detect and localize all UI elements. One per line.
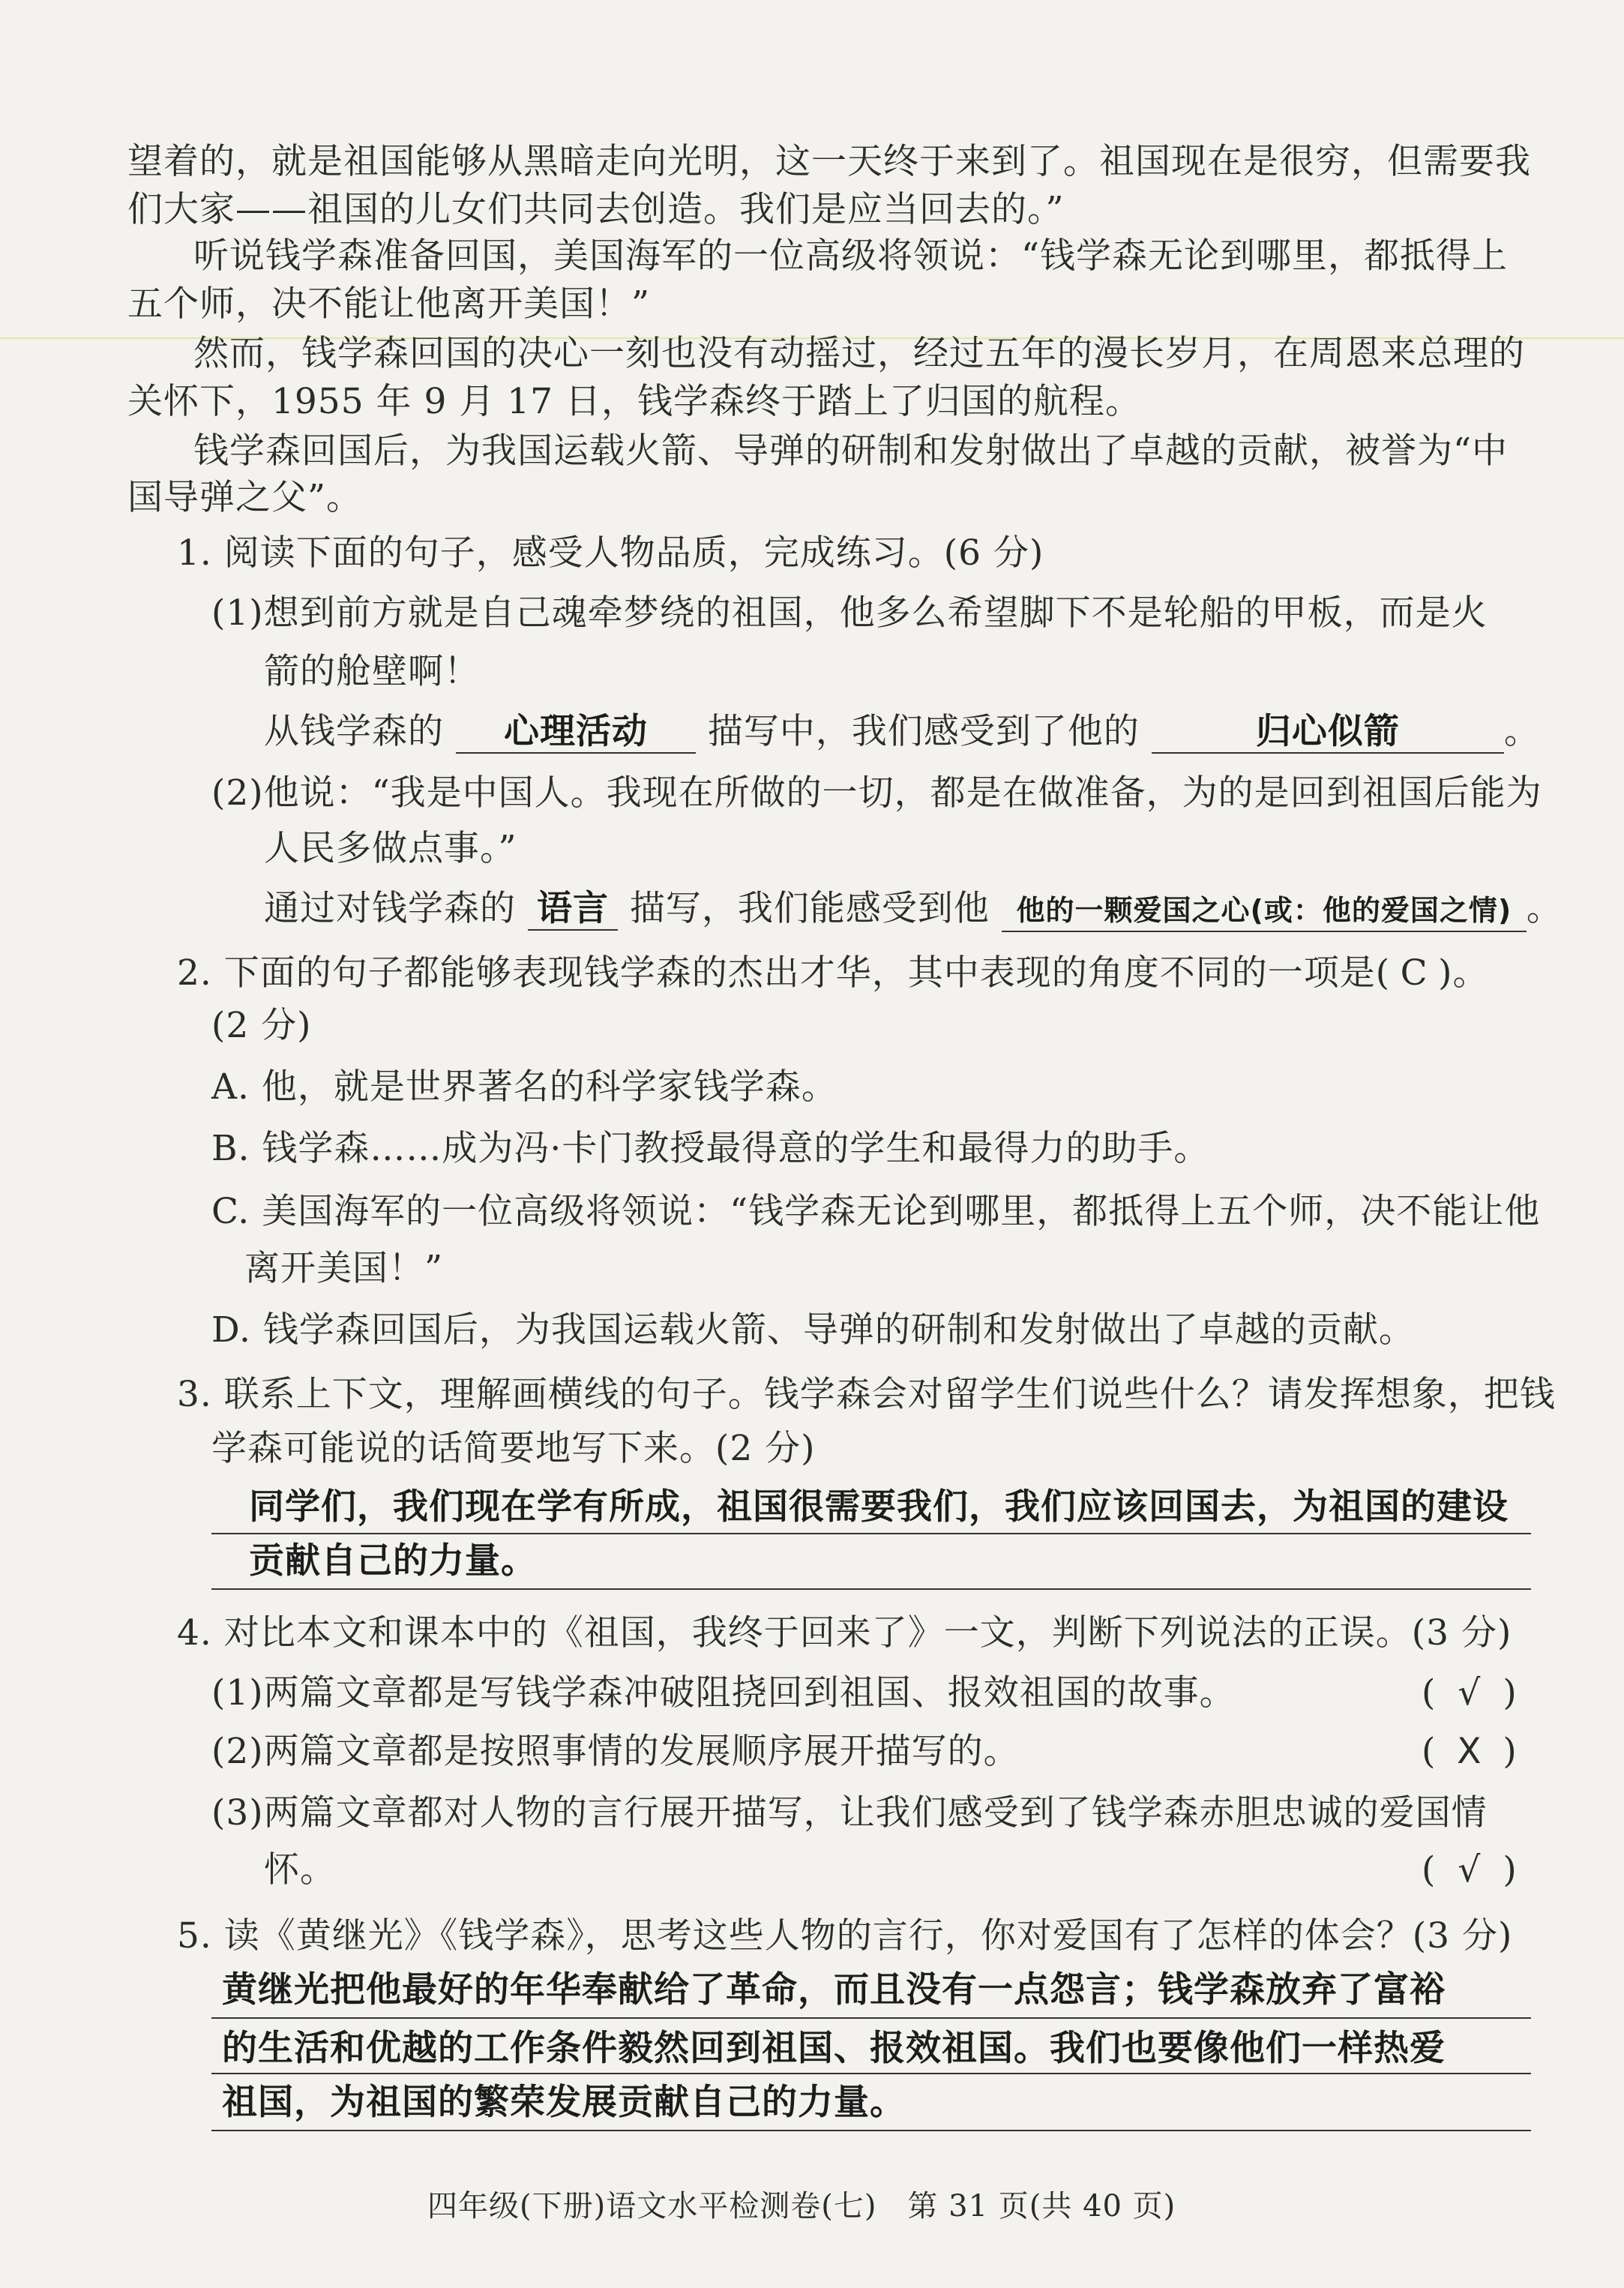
stem-text: )。 <box>1438 952 1489 994</box>
fill-text: 。 <box>1503 711 1540 752</box>
answer-line[interactable]: 的生活和优越的工作条件毅然回到祖国、报效祖国。我们也要像他们一样热爱 <box>222 2028 1446 2069</box>
check-mark[interactable]: √ <box>1458 1672 1481 1714</box>
answer-blank-psychology[interactable]: 心理活动 <box>456 712 696 754</box>
option-d: D. 钱学森回国后，为我国运载火箭、导弹的研制和发射做出了卓越的贡献。 <box>211 1309 1415 1351</box>
cross-mark[interactable]: X <box>1457 1731 1482 1772</box>
answer-line[interactable]: 贡献自己的力量。 <box>249 1540 537 1582</box>
check-mark[interactable]: √ <box>1458 1849 1481 1891</box>
fill-in-line-2 <box>264 885 1563 933</box>
passage-line: 五个师，决不能让他离开美国！” <box>127 283 651 325</box>
fill-in-line-1 <box>264 708 1540 756</box>
question-stem <box>177 949 1488 997</box>
question-stem: 3. 联系上下文，理解画横线的句子。钱学森会对留学生们说些什么？请发挥想象，把钱 <box>177 1374 1556 1415</box>
fill-text: 。 <box>1526 888 1563 929</box>
sentence-2-cont: 人民多做点事。” <box>264 828 517 869</box>
question-stem-cont: 学森可能说的话简要地写下来。(2 分) <box>211 1428 816 1469</box>
answer-line[interactable]: 同学们，我们现在学有所成，祖国很需要我们，我们应该回国去，为祖国的建设 <box>249 1486 1509 1528</box>
sentence-1: (1)想到前方就是自己魂牵梦绕的祖国，他多么希望脚下不是轮船的甲板，而是火 <box>211 592 1488 634</box>
judgment-answer-1: ( √ ) <box>1422 1669 1517 1717</box>
passage-line: 钱学森回国后，为我国运载火箭、导弹的研制和发射做出了卓越的贡献，被誉为“中 <box>193 430 1509 472</box>
answer-rule <box>211 2130 1531 2131</box>
answer-rule <box>211 1533 1531 1534</box>
choice-answer[interactable]: C <box>1400 952 1428 994</box>
answer-line[interactable]: 祖国，为祖国的繁荣发展贡献自己的力量。 <box>222 2082 906 2123</box>
answer-blank-feeling[interactable]: 归心似箭 <box>1152 712 1504 754</box>
fill-text: 描写，我们能感受到他 <box>629 888 990 929</box>
passage-line: 然而，钱学森回国的决心一刻也没有动摇过，经过五年的漫长岁月，在周恩来总理的 <box>193 333 1525 374</box>
passage-line: 国导弹之父”。 <box>127 477 363 518</box>
fill-text: 通过对钱学森的 <box>264 888 516 929</box>
sentence-2: (2)他说：“我是中国人。我现在所做的一切，都是在做准备，为的是回到祖国后能为 <box>211 772 1542 814</box>
question-stem: 5. 读《黄继光》《钱学森》，思考这些人物的言行，你对爱国有了怎样的体会？(3 分) <box>177 1915 1513 1957</box>
sentence-1-cont: 箭的舱壁啊！ <box>264 651 480 692</box>
answer-rule <box>211 2073 1531 2074</box>
answer-blank-description-type[interactable]: 语言 <box>528 889 618 931</box>
option-c-cont: 离开美国！” <box>244 1248 444 1289</box>
question-stem: 4. 对比本文和课本中的《祖国，我终于回来了》一文，判断下列说法的正误。(3 分) <box>177 1612 1512 1654</box>
fill-text: 从钱学森的 <box>264 711 444 752</box>
judgment-answer-2: ( X ) <box>1422 1728 1517 1776</box>
fill-text: 描写中，我们感受到了他的 <box>707 711 1140 752</box>
answer-rule <box>211 2017 1531 2019</box>
question-stem: 1. 阅读下面的句子，感受人物品质，完成练习。(6 分) <box>177 532 1044 574</box>
judgment-item-3: (3)两篇文章都对人物的言行展开描写，让我们感受到了钱学森赤胆忠诚的爱国情 <box>211 1792 1488 1834</box>
judgment-item-1: (1)两篇文章都是写钱学森冲破阻挠回到祖国、报效祖国的故事。 <box>211 1672 1236 1714</box>
page-footer: 四年级(下册)语文水平检测卷(七) 第 31 页(共 40 页) <box>427 2189 1176 2224</box>
stem-text: 2. 下面的句子都能够表现钱学森的杰出才华，其中表现的角度不同的一项是( <box>177 952 1391 994</box>
judgment-item-3-cont: 怀。 <box>264 1849 336 1891</box>
answer-rule <box>211 1588 1531 1590</box>
answer-blank-quality[interactable]: 他的一颗爱国之心(或：他的爱国之情) <box>1002 890 1527 932</box>
judgment-item-2: (2)两篇文章都是按照事情的发展顺序展开描写的。 <box>211 1731 1020 1772</box>
judgment-answer-3: ( √ ) <box>1422 1846 1517 1894</box>
passage-line: 们大家——祖国的儿女们共同去创造。我们是应当回去的。” <box>127 189 1065 230</box>
option-b: B. 钱学森……成为冯·卡门教授最得意的学生和最得力的助手。 <box>211 1128 1210 1169</box>
option-c: C. 美国海军的一位高级将领说：“钱学森无论到哪里，都抵得上五个师，决不能让他 <box>211 1191 1541 1232</box>
answer-line[interactable]: 黄继光把他最好的年华奉献给了革命，而且没有一点怨言；钱学森放弃了富裕 <box>222 1969 1446 2011</box>
passage-line: 望着的，就是祖国能够从黑暗走向光明，这一天终于来到了。祖国现在是很穷，但需要我 <box>127 141 1531 182</box>
passage-line: 听说钱学森准备回国，美国海军的一位高级将领说：“钱学森无论到哪里，都抵得上 <box>193 235 1509 277</box>
option-a: A. 他，就是世界著名的科学家钱学森。 <box>211 1066 837 1108</box>
passage-line: 关怀下，1955 年 9 月 17 日，钱学森终于踏上了归国的航程。 <box>127 381 1142 422</box>
question-score: (2 分) <box>211 1005 312 1046</box>
